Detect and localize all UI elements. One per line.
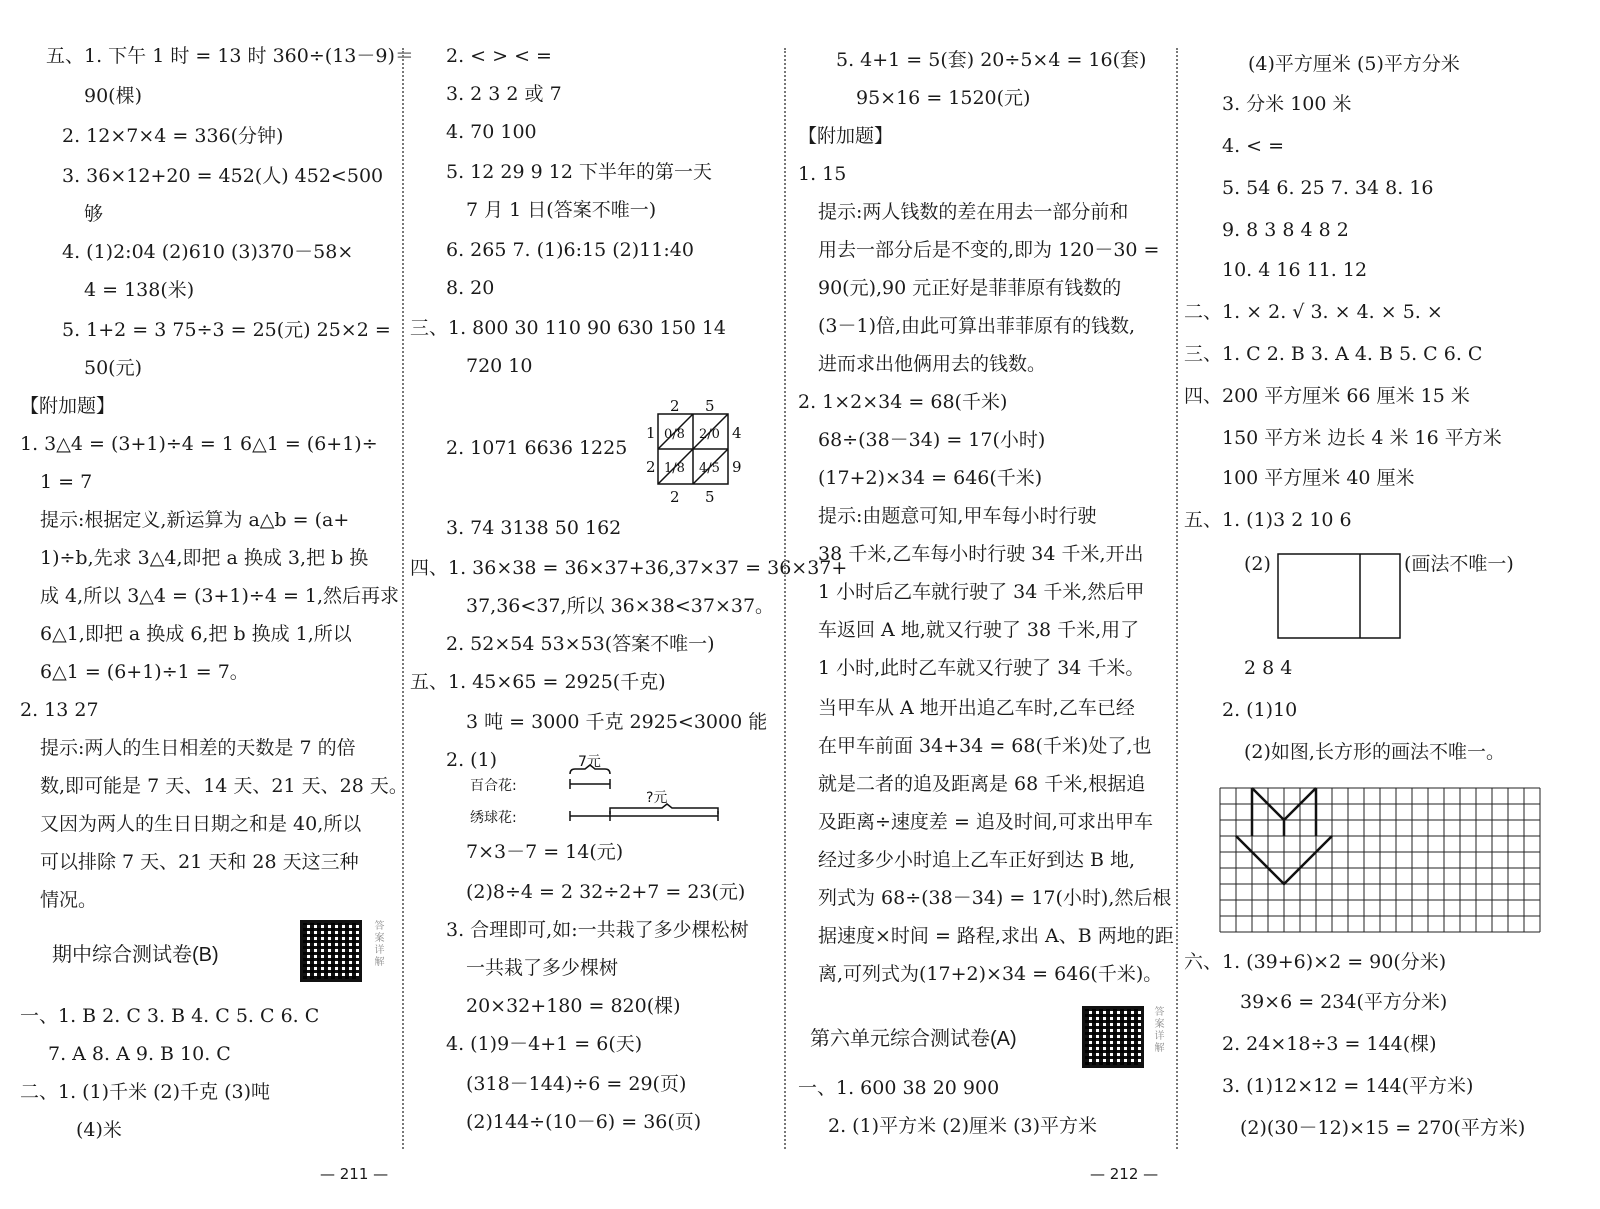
answer-line: 2. 1071 6636 1225 (446, 437, 628, 459)
answer-line: 五、1. (1)3 2 10 6 (1184, 509, 1352, 531)
answer-line: 4. (1)9－4+1 = 6(天) (446, 1033, 643, 1055)
answer-line: 7 月 1 日(答案不唯一) (466, 199, 657, 221)
answer-line: 720 10 (466, 355, 533, 377)
answer-line: 进而求出他俩用去的钱数。 (818, 353, 1047, 375)
page-number-right: — 212 — (1090, 1165, 1159, 1183)
answer-line: 6△1,即把 a 换成 6,把 b 换成 1,所以 (40, 623, 352, 645)
page-number-left: — 211 — (320, 1165, 389, 1183)
answer-line: 10. 4 16 11. 12 (1222, 259, 1368, 281)
answer-line: 4. 70 100 (446, 121, 537, 143)
answer-line: 就是二者的追及距离是 68 千米,根据追 (818, 773, 1146, 795)
answer-line: 提示:由题意可知,甲车每小时行驶 (818, 505, 1097, 527)
lily-label: 百合花: (470, 778, 517, 794)
answer-line: 1. 3△4 = (3+1)÷4 = 1 6△1 = (6+1)÷ (20, 433, 378, 455)
answer-line: (4)米 (76, 1119, 122, 1141)
answer-line: 8. 20 (446, 277, 495, 299)
answer-line: 4 = 138(米) (84, 279, 195, 301)
answer-line: 当甲车从 A 地开出追乙车时,乙车已经 (818, 697, 1135, 719)
answer-line: 2. (1) (446, 749, 498, 771)
answer-line: 3. 2 3 2 或 7 (446, 83, 562, 105)
lattice-left: 1 (646, 424, 656, 442)
answer-line: 2. 24×18÷3 = 144(棵) (1222, 1033, 1437, 1055)
answer-line: 37,36<37,所以 36×38<37×37。 (466, 595, 775, 617)
answer-line: 用去一部分后是不变的,即为 120－30 = (818, 239, 1160, 261)
answer-line: 3. 合理即可,如:一共栽了多少棵松树 (446, 919, 749, 941)
section-title-midterm-b: 期中综合测试卷(B) (52, 944, 219, 966)
answer-line: 经过多少小时追上乙车正好到达 B 地, (818, 849, 1136, 871)
answer-line: (2)如图,长方形的画法不唯一。 (1244, 741, 1505, 763)
lattice-bottom: 2 (670, 488, 680, 506)
answer-line: 2. < > < = (446, 45, 552, 67)
answer-line: 4. < = (1222, 135, 1285, 157)
column-separator (784, 48, 786, 1149)
qr-tag: 答案详解 (372, 920, 383, 968)
answer-line: 五、1. 下午 1 时 = 13 时 360÷(13－9)＝ (46, 45, 414, 67)
answer-line: (2) (1244, 553, 1271, 575)
answer-line: 提示:两人钱数的差在用去一部分前和 (818, 201, 1129, 223)
column-separator (1176, 48, 1178, 1149)
answer-line: (画法不唯一) (1404, 553, 1514, 575)
answer-line: 39×6 = 234(平方分米) (1240, 991, 1448, 1013)
lattice-right: 4 (732, 424, 742, 442)
answer-line: 3. 分米 100 米 (1222, 93, 1352, 115)
answer-line: 二、1. × 2. √ 3. × 4. × 5. × (1184, 301, 1443, 323)
answer-line: 2. (1)10 (1222, 699, 1298, 721)
answer-line: 四、1. 36×38 = 36×37+36,37×37 = 36×37+ (410, 557, 848, 579)
answer-line: 6. 265 7. (1)6:15 (2)11:40 (446, 239, 694, 261)
answer-line: (4)平方厘米 (5)平方分米 (1248, 53, 1460, 75)
answer-line: 68÷(38－34) = 17(小时) (818, 429, 1046, 451)
answer-line: 【附加题】 (798, 125, 894, 147)
answer-line: (2)8÷4 = 2 32÷2+7 = 23(元) (466, 881, 746, 903)
answer-line: 2. 12×7×4 = 336(分钟) (62, 125, 284, 147)
answer-line: (17+2)×34 = 646(千米) (818, 467, 1043, 489)
answer-line: 20×32+180 = 820(棵) (466, 995, 681, 1017)
price-label: 7元 (578, 754, 601, 770)
answer-line: 1 小时后乙车就行驶了 34 千米,然后甲 (818, 581, 1145, 603)
section-title-unit6-a: 第六单元综合测试卷(A) (810, 1028, 1017, 1050)
answer-line: 六、1. (39+6)×2 = 90(分米) (1184, 951, 1447, 973)
segment-diagram (470, 752, 740, 832)
qr-code-icon (300, 920, 362, 982)
answer-line: 够 (84, 203, 104, 225)
answer-line: 9. 8 3 8 4 8 2 (1222, 219, 1349, 241)
answer-line: 1. 15 (798, 163, 847, 185)
answer-line: 5. 4+1 = 5(套) 20÷5×4 = 16(套) (836, 49, 1147, 71)
question-label: ?元 (646, 790, 668, 806)
lattice-bottom: 5 (705, 488, 715, 506)
answer-line: 及距离÷速度差 = 追及时间,可求出甲车 (818, 811, 1153, 833)
answer-line: 可以排除 7 天、21 天和 28 天这三种 (40, 851, 359, 873)
answer-line: 100 平方厘米 40 厘米 (1222, 467, 1415, 489)
lattice-cell: 2/0 (699, 427, 720, 442)
answer-line: 三、1. C 2. B 3. A 4. B 5. C 6. C (1184, 343, 1483, 365)
column-separator (402, 48, 404, 1149)
answer-line: 3. (1)12×12 = 144(平方米) (1222, 1075, 1474, 1097)
answer-line: 提示:根据定义,新运算为 a△b = (a+ (40, 509, 350, 531)
lattice-left: 2 (646, 458, 656, 476)
grid-drawing (1218, 786, 1544, 936)
answer-line: 五、1. 45×65 = 2925(千克) (410, 671, 666, 693)
answer-line: 7×3－7 = 14(元) (466, 841, 624, 863)
answer-line: 据速度×时间 = 路程,求出 A、B 两地的距 (818, 925, 1174, 947)
answer-line: 在甲车前面 34+34 = 68(千米)处了,也 (818, 735, 1152, 757)
lattice-top: 2 (670, 398, 680, 415)
hydrangea-label: 绣球花: (470, 810, 517, 826)
lattice-top: 5 (705, 398, 715, 415)
answer-line: 四、200 平方厘米 66 厘米 15 米 (1184, 385, 1470, 407)
answer-line: 一、1. B 2. C 3. B 4. C 5. C 6. C (20, 1005, 320, 1027)
answer-line: 1 = 7 (40, 471, 93, 493)
lattice-right: 9 (732, 458, 742, 476)
answer-line: 又因为两人的生日日期之和是 40,所以 (40, 813, 362, 835)
answer-line: 离,可列式为(17+2)×34 = 646(千米)。 (818, 963, 1163, 985)
answer-line: 50(元) (84, 357, 143, 379)
answer-line: 1)÷b,先求 3△4,即把 a 换成 3,把 b 换 (40, 547, 369, 569)
answer-line: 成 4,所以 3△4 = (3+1)÷4 = 1,然后再求 (40, 585, 400, 607)
answer-line: 一共栽了多少棵树 (466, 957, 619, 979)
answer-line: 2. 52×54 53×53(答案不唯一) (446, 633, 715, 655)
answer-line: (3－1)倍,由此可算出菲菲原有的钱数, (818, 315, 1136, 337)
answer-line: 5. 1+2 = 3 75÷3 = 25(元) 25×2 = (62, 319, 391, 341)
lattice-cell: 1/8 (664, 461, 685, 476)
answer-line: 三、1. 800 30 110 90 630 150 14 (410, 317, 726, 339)
answer-line: 二、1. (1)千米 (2)千克 (3)吨 (20, 1081, 270, 1103)
answer-line: 150 平方米 边长 4 米 16 平方米 (1222, 427, 1502, 449)
answer-line: (318－144)÷6 = 29(页) (466, 1073, 687, 1095)
answer-line: 2. 1×2×34 = 68(千米) (798, 391, 1008, 413)
qr-code-icon (1082, 1006, 1144, 1068)
answer-line: 90(棵) (84, 85, 143, 107)
answer-line: 1 小时,此时乙车就又行驶了 34 千米。 (818, 657, 1145, 679)
answer-line: 4. (1)2:04 (2)610 (3)370－58× (62, 241, 354, 263)
answer-line: 一、1. 600 38 20 900 (798, 1077, 1000, 1099)
answer-line: 提示:两人的生日相差的天数是 7 的倍 (40, 737, 356, 759)
answer-line: 车返回 A 地,就又行驶了 38 千米,用了 (818, 619, 1140, 641)
answer-line: 38 千米,乙车每小时行驶 34 千米,开出 (818, 543, 1144, 565)
rectangle-drawing (1276, 552, 1406, 642)
answer-line: 2. (1)平方米 (2)厘米 (3)平方米 (828, 1115, 1097, 1137)
lattice-cell: 0/8 (664, 427, 685, 442)
answer-line: 6△1 = (6+1)÷1 = 7。 (40, 661, 249, 683)
lattice-cell: 4/5 (699, 461, 720, 476)
answer-line: 情况。 (40, 889, 98, 911)
qr-tag: 答案详解 (1152, 1006, 1163, 1054)
answer-line: 3. 74 3138 50 162 (446, 517, 622, 539)
answer-line: 2 8 4 (1244, 657, 1293, 679)
answer-line: 7. A 8. A 9. B 10. C (48, 1043, 231, 1065)
answer-line: (2)144÷(10－6) = 36(页) (466, 1111, 702, 1133)
answer-line: 3. 36×12+20 = 452(人) 452<500 (62, 165, 384, 187)
answer-line: 2. 13 27 (20, 699, 99, 721)
lattice-diagram (640, 398, 750, 508)
answer-line: 列式为 68÷(38－34) = 17(小时),然后根 (818, 887, 1172, 909)
answer-line: 95×16 = 1520(元) (856, 87, 1031, 109)
answer-line: (2)(30－12)×15 = 270(平方米) (1240, 1117, 1526, 1139)
answer-line: 【附加题】 (20, 395, 116, 417)
answer-line: 数,即可能是 7 天、14 天、21 天、28 天。 (40, 775, 408, 797)
answer-line: 90(元),90 元正好是菲菲原有钱数的 (818, 277, 1122, 299)
answer-line: 3 吨 = 3000 千克 2925<3000 能 (466, 711, 768, 733)
answer-line: 5. 12 29 9 12 下半年的第一天 (446, 161, 712, 183)
answer-line: 5. 54 6. 25 7. 34 8. 16 (1222, 177, 1434, 199)
